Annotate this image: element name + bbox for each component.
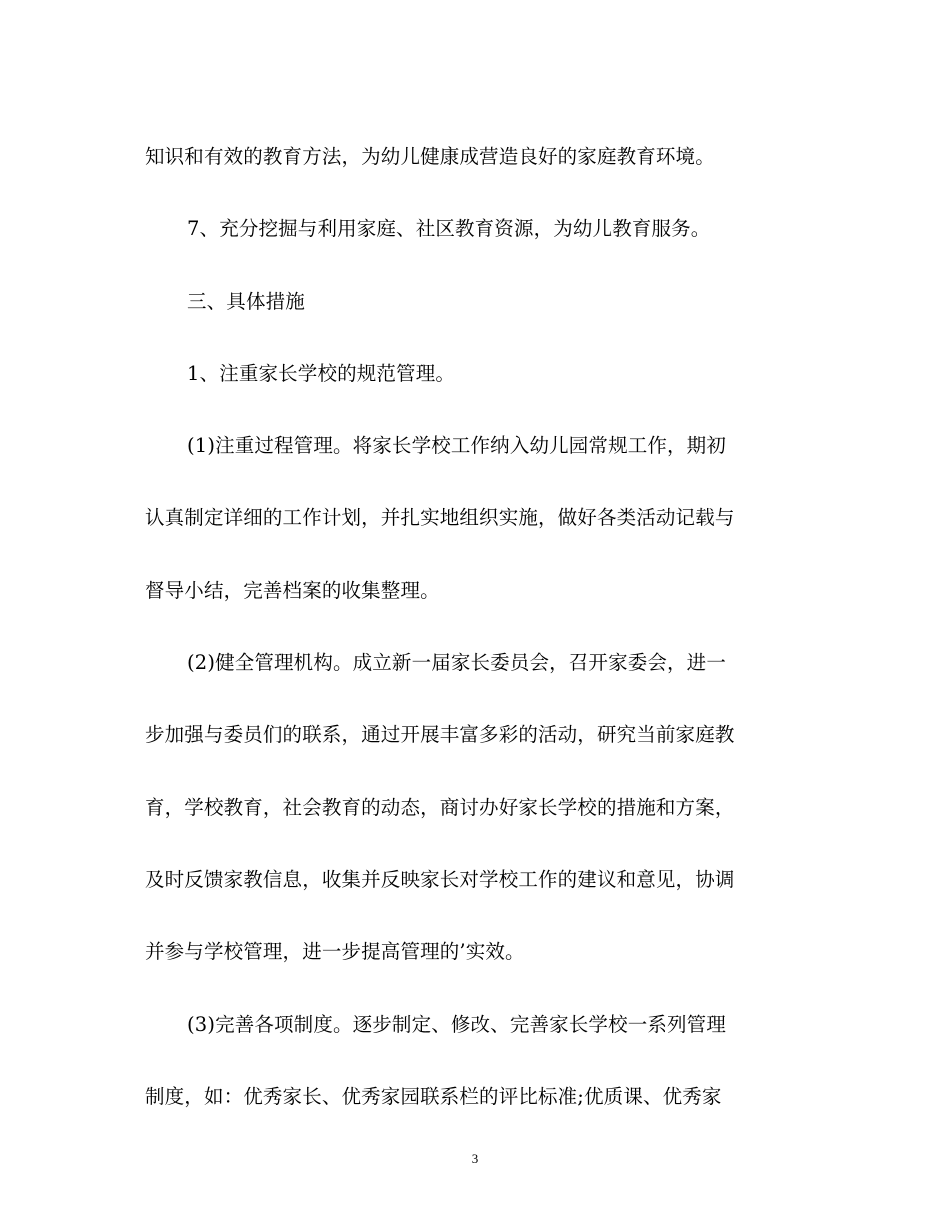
text-line-11: 及时反馈家教信息，收集并反映家长对学校工作的建议和意见，协调 [145,867,735,891]
body-text [145,121,805,1133]
text-line-2: 7、充分挖掘与利用家庭、社区教育资源，为幼儿教育服务。 [187,217,711,241]
text-line-14: 制度，如：优秀家长、优秀家园联系栏的评比标准;优质课、优秀家 [145,1084,722,1108]
text-line-10: 育，学校教育，社会教育的动态，商讨办好家长学校的措施和方案， [145,795,735,819]
subsection-heading: 1、注重家长学校的规范管理。 [187,361,456,385]
text-line-13: (3)完善各项制度。逐步制定、修改、完善家长学校一系列管理 [187,1012,726,1036]
text-line-1: 知识和有效的教育方法，为幼儿健康成营造良好的家庭教育环境。 [145,145,715,168]
text-line-12: 并参与学校管理，进一步提高管理的’实效。 [145,940,525,964]
text-line-6: 认真制定详细的工作计划，并扎实地组织实施，做好各类活动记载与 [145,506,735,530]
text-line-5: (1)注重过程管理。将家长学校工作纳入幼儿园常规工作，期初 [187,434,726,458]
text-line-8: (2)健全管理机构。成立新一届家长委员会，召开家委会，进一 [187,651,726,675]
text-line-9: 步加强与委员们的联系，通过开展丰富多彩的活动，研究当前家庭教 [145,723,735,747]
section-heading: 三、具体措施 [187,289,305,313]
page-number: 3 [471,1151,479,1166]
text-line-7: 督导小结，完善档案的收集整理。 [145,578,440,602]
